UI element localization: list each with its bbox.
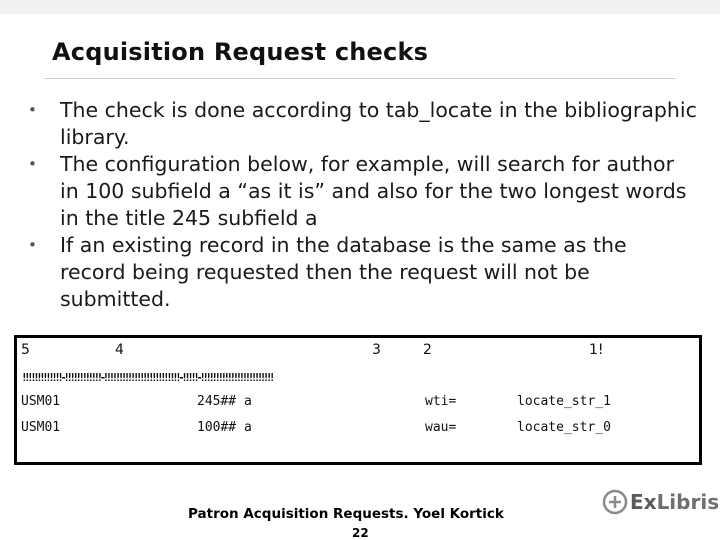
row2-library: USM01 bbox=[21, 420, 61, 435]
ruler-col-4: 4 bbox=[115, 342, 124, 358]
bullet-dot: • bbox=[28, 236, 37, 254]
ruler-col-5: 5 bbox=[21, 342, 30, 358]
row1-field: 245## a bbox=[197, 394, 252, 409]
row2-field: 100## a bbox=[197, 420, 252, 435]
bullet-list bbox=[28, 97, 698, 313]
row2-code: wau= bbox=[425, 420, 457, 435]
exlibris-logo bbox=[630, 490, 719, 514]
config-code-box bbox=[14, 335, 702, 465]
column-ruler-bars: !!!!!!!!!!!!!-!!!!!!!!!!!!-!!!!!!!!!!!!!!!!!!!!!!!!!-!!!!!-!!!!!!!!!!!!!!!!!!!!!!!! bbox=[21, 371, 272, 384]
bullet-dot: • bbox=[28, 101, 37, 119]
bullet-item bbox=[28, 97, 698, 151]
bullet-text: The check is done according to tab_locate in the bibliographic library. bbox=[60, 98, 697, 149]
title-divider bbox=[44, 78, 676, 79]
logo-libris: Libris bbox=[656, 490, 720, 514]
row1-library: USM01 bbox=[21, 394, 61, 409]
footer-text: Patron Acquisition Requests. Yoel Kortick bbox=[188, 506, 504, 522]
bullet-text: If an existing record in the database is the same as the record being requested then the request will not be submitted. bbox=[60, 233, 627, 311]
logo-ex: Ex bbox=[630, 490, 657, 514]
bullet-item bbox=[28, 151, 698, 232]
row1-procedure: locate_str_1 bbox=[517, 394, 611, 409]
row2-procedure: locate_str_0 bbox=[517, 420, 611, 435]
exlibris-logo-icon bbox=[602, 489, 628, 515]
ruler-col-1: 1! bbox=[589, 342, 604, 358]
ruler-col-2: 2 bbox=[423, 342, 432, 358]
bullet-dot: • bbox=[28, 155, 37, 173]
bullet-text: The configuration below, for example, will search for author in 100 subfield a “as it is” and also for the two longest words in the title 245 subfield a bbox=[60, 152, 687, 230]
top-band bbox=[0, 0, 720, 14]
ruler-col-3: 3 bbox=[372, 342, 381, 358]
row1-code: wti= bbox=[425, 394, 457, 409]
page-number: 22 bbox=[352, 526, 369, 540]
slide-title: Acquisition Request checks bbox=[52, 38, 429, 66]
bullet-item bbox=[28, 232, 698, 313]
